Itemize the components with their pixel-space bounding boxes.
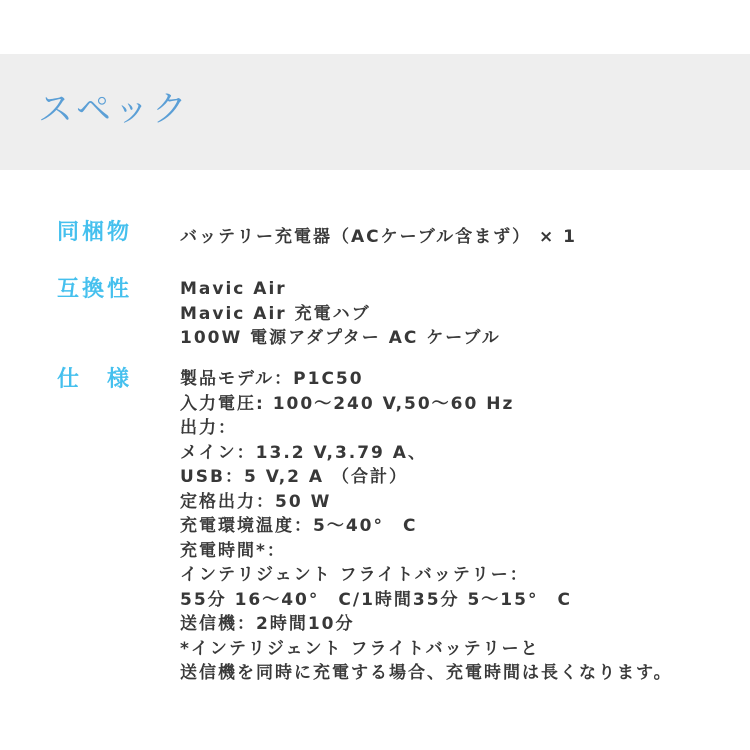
page-title: スペック	[38, 90, 191, 130]
spec-line: バッテリー充電器（ACケーブル含まず） × 1	[180, 227, 578, 247]
compatibility-value	[180, 277, 501, 351]
spec-line: 送信機：2時間10分	[180, 614, 355, 634]
spec-line: 55分 16～40° C/1時間35分 5～15° C	[180, 589, 572, 610]
included-items-label: 同梱物	[57, 220, 129, 245]
spec-line: メイン：13.2 V,3.79 A、	[180, 442, 427, 463]
spec-line: 製品モデル：P1C50	[180, 369, 364, 389]
specifications-value	[180, 367, 673, 686]
spec-row-specifications	[0, 367, 750, 686]
spec-line: USB：5 V,2 A （合計）	[180, 467, 408, 487]
spec-row-compatibility	[0, 277, 750, 351]
included-items-value	[180, 220, 577, 250]
spec-line: 充電時間*：	[180, 540, 286, 561]
spec-line: 充電環境温度：5～40° C	[180, 516, 418, 536]
spec-line: 定格出力：50 W	[180, 491, 332, 512]
spec-line: インテリジェント フライトバッテリー：	[180, 565, 529, 585]
compatibility-label: 互換性	[57, 277, 129, 302]
spec-line: *インテリジェント フライトバッテリーと	[180, 638, 540, 659]
spec-line: Mavic Air	[180, 279, 287, 299]
specifications-label: 仕様	[57, 367, 129, 392]
spec-line: 送信機を同時に充電する場合、充電時間は長くなります。	[180, 663, 673, 683]
spec-line: 出力：	[180, 418, 237, 438]
spec-line: 入力電圧: 100～240 V,50～60 Hz	[180, 393, 515, 414]
spec-row-included-items	[0, 220, 750, 250]
spec-line: 100W 電源アダプター AC ケーブル	[180, 328, 501, 348]
spec-line: Mavic Air 充電ハブ	[180, 303, 371, 324]
